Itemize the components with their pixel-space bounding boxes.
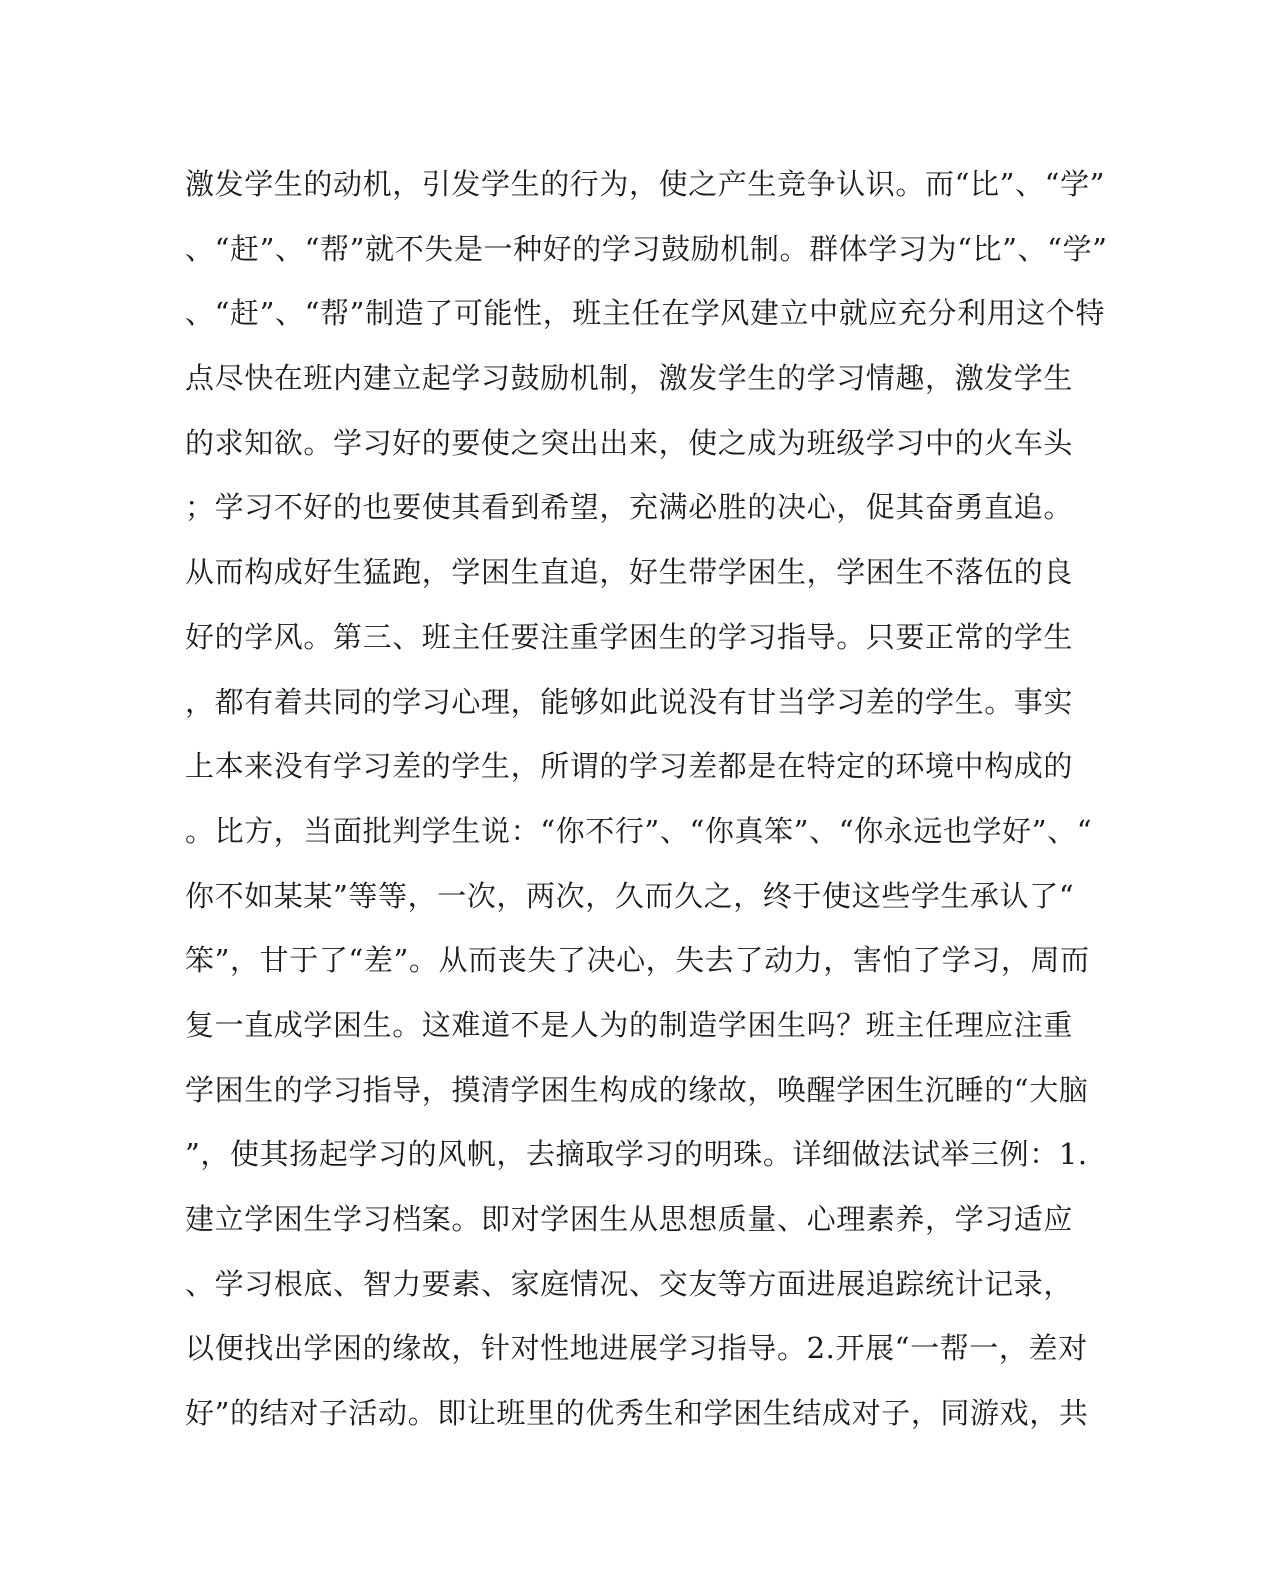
- text-line: 激发学生的动机，引发学生的行为，使之产生竞争认识。而“比”、“学”: [185, 167, 1106, 201]
- text-line: ；学习不好的也要使其看到希望，充满必胜的决心，促其奋勇直追。: [185, 490, 1074, 525]
- text-line: 学困生的学习指导，摸清学困生构成的缘故，唤醒学困生沉睡的“大脑: [185, 1072, 1089, 1107]
- text-line: 好”的结对子活动。即让班里的优秀生和学困生结成对子，同游戏，共: [185, 1396, 1089, 1431]
- text-line: 从而构成好生猛跑，学困生直追，好生带学困生，学困生不落伍的良: [185, 555, 1074, 590]
- text-line: 你不如某某”等等，一次，两次，久而久之，终于使这些学生承认了“: [185, 878, 1075, 913]
- text-line: 、“赶”、“帮”就不失是一种好的学习鼓励机制。群体学习为“比”、“学”: [185, 231, 1108, 266]
- text-line: 笨”，甘于了“差”。从而丧失了决心，失去了动力，害怕了学习，周而: [185, 943, 1090, 978]
- text-line: 。比方，当面批判学生说：“你不行”、“你真笨”、“你永远也学好”、“: [185, 813, 1093, 848]
- text-line: 以便找出学困的缘故，针对性地进展学习指导。2.开展“一帮一，差对: [185, 1331, 1088, 1366]
- text-line: 上本来没有学习差的学生，所谓的学习差都是在特定的环境中构成的: [185, 749, 1074, 784]
- text-line: 好的学风。第三、班主任要注重学困生的学习指导。只要正常的学生: [185, 619, 1074, 654]
- text-line: 、“赶”、“帮”制造了可能性，班主任在学风建立中就应充分利用这个特: [185, 296, 1106, 331]
- text-line: 、学习根底、智力要素、家庭情况、交友等方面进展追踪统计记录，: [185, 1266, 1074, 1301]
- text-line: ，都有着共同的学习心理，能够如此说没有甘当学习差的学生。事实: [185, 684, 1074, 719]
- text-line: 的求知欲。学习好的要使之突出出来，使之成为班级学习中的火车头: [185, 425, 1074, 460]
- text-line: 复一直成学困生。这难道不是人为的制造学困生吗？班主任理应注重: [185, 1007, 1074, 1042]
- body-text: [185, 152, 1108, 1446]
- text-line: 建立学困生学习档案。即对学困生从思想质量、心理素养，学习适应: [185, 1202, 1074, 1236]
- text-line: 点尽快在班内建立起学习鼓励机制，激发学生的学习情趣，激发学生: [185, 361, 1074, 396]
- text-line: ”，使其扬起学习的风帆，去摘取学习的明珠。详细做法试举三例：1.: [185, 1137, 1088, 1172]
